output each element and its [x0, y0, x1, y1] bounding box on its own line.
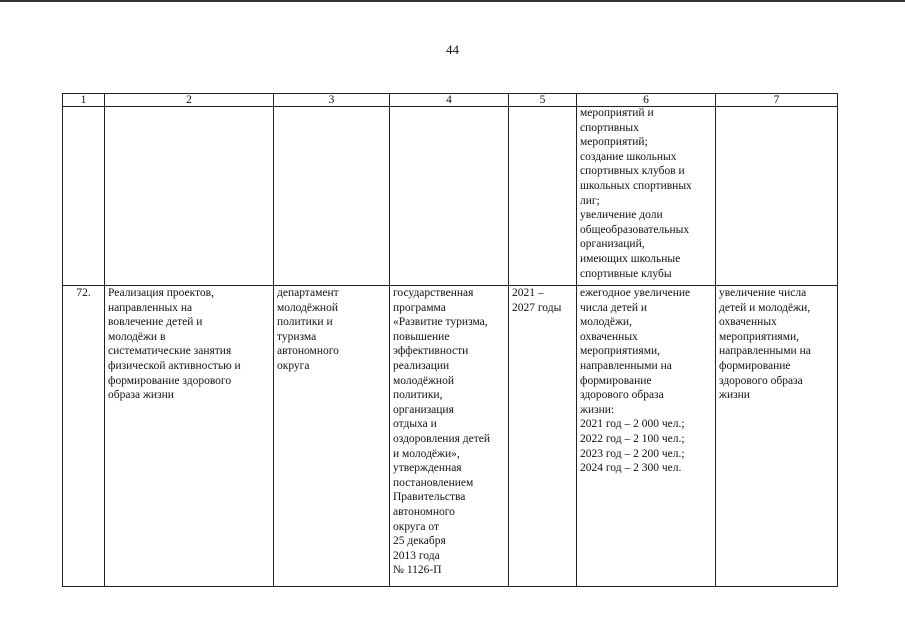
period-cell: 2021 – 2027 годы: [509, 286, 577, 587]
column-header: 5: [509, 94, 577, 107]
indicator-cell: ежегодное увеличение числа детей и молодёжи, охваченных мероприятиями, направленными на формирование здорового образа жизни: 2021 год – 2 000 чел.; 2022 год – 2 100 чел.; 2023 год – 2 200 чел.; 2024 год – 2 300 чел.: [577, 286, 716, 587]
column-header: 2: [105, 94, 274, 107]
column-header: 4: [390, 94, 509, 107]
program-cell: государственная программа «Развитие туризма, повышение эффективности реализации молодёжной политики, организация отдыха и оздоровления детей и молодёжи», утвержденная постановлением Правительства автономного округа от 25 декабря 2013 года № 1126-П: [390, 286, 509, 587]
table-row-72: [63, 286, 838, 587]
measures-table: [62, 93, 838, 587]
responsible-executor-cell: департамент молодёжной политики и туризма автономного округа: [274, 286, 390, 587]
table-cell: [105, 107, 274, 286]
table-row-continuation: [63, 107, 838, 286]
table-cell: [390, 107, 509, 286]
table-cell: [716, 107, 838, 286]
page-number: 44: [446, 42, 459, 57]
column-header: 3: [274, 94, 390, 107]
table-header-row: [63, 94, 838, 107]
table-cell: [63, 107, 105, 286]
column-header: 1: [63, 94, 105, 107]
row-number-cell: 72.: [63, 286, 105, 587]
result-cell: увеличение числа детей и молодёжи, охваченных мероприятиями, направленными на формирование здорового образа жизни: [716, 286, 838, 587]
measure-name-cell: Реализация проектов, направленных на вовлечение детей и молодёжи в систематические занятия физической активностью и формирование здорового образа жизни: [105, 286, 274, 587]
table-cell: [274, 107, 390, 286]
table-cell: мероприятий и спортивных мероприятий; создание школьных спортивных клубов и школьных спортивных лиг; увеличение доли общеобразовательных организаций, имеющих школьные спортивные клубы: [577, 107, 716, 286]
top-border-line: [0, 0, 905, 2]
column-header: 6: [577, 94, 716, 107]
table-cell: [509, 107, 577, 286]
column-header: 7: [716, 94, 838, 107]
